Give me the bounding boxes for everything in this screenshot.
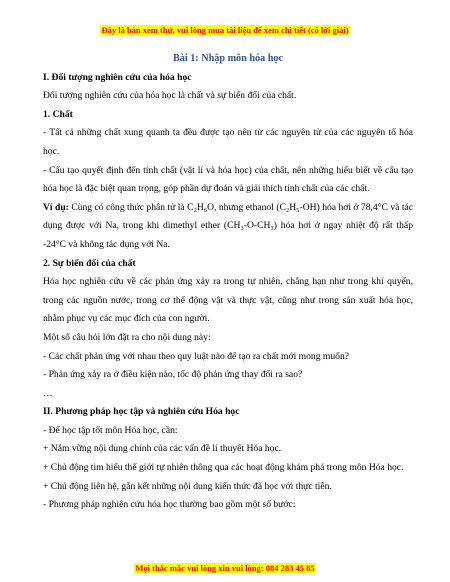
subsection-heading-bien-doi: 2. Sự biến đổi của chất xyxy=(43,257,136,269)
section-1-intro: Đối tượng nghiên cứu của hóa học là chất và sự biến đổi của chất. xyxy=(43,90,297,102)
method-point-2: + Chủ động tìm hiểu thế giới tự nhiên thông qua các hoạt động khám phá trong môn Hóa học. xyxy=(43,462,404,474)
method-point-3: + Chủ động liên hệ, gắn kết những nội dung kiến thức đã học với thực tiễn. xyxy=(43,480,332,492)
question-2: - Phản ứng xảy ra ở điều kiện nào, tốc độ phản ứng thay đổi ra sao? xyxy=(43,369,303,381)
contact-text: Mọi thắc mắc vui lòng xin vui lòng: 084 283 45 85 xyxy=(135,563,315,573)
research-steps-intro: - Phương pháp nghiên cứu hóa học thường bao gồm một số bước: xyxy=(43,499,296,511)
lesson-title: Bài 1: Nhập môn hóa học xyxy=(172,53,284,64)
example-text: Cùng có công thức phân tử là C₂H₆O, nhưng ethanol (C₂H₅-OH) hóa hơi ở 78,4°C và tác dụng được với Na, trong khi dimethyl ether (CH₃-O-CH₃) hóa hơi ở ngay nhiệt độ rất thấp -24°C và không tác dụng với Na. xyxy=(43,201,414,250)
question-1: - Các chất phản ứng với nhau theo quy luật nào để tạo ra chất mới mong muốn? xyxy=(43,350,350,362)
contact-banner xyxy=(0,563,450,573)
section-heading-1: I. Đối tượng nghiên cứu của hóa học xyxy=(43,71,192,83)
paragraph-structure: - Cấu tạo quyết định đến tính chất (vật lí và hóa học) của chất, nên những hiểu biết về cấu tạo hóa học là đặc biệt quan trọng, góp phần dự đoán và giải thích tính chất của các chất. xyxy=(43,164,413,195)
paragraph-atoms: - Tất cả những chất xung quanh ta đều được tạo nên từ các nguyên tử của các nguyên tố hóa học. xyxy=(43,127,413,157)
preview-notice-text: Đây là bản xem thử, vui lòng mua tài liệu để xem chi tiết (có lời giải) xyxy=(101,25,349,35)
paragraph-questions-intro: Một số câu hỏi lớn đặt ra cho nội dung này: xyxy=(43,331,211,343)
example-label: Ví dụ: xyxy=(43,201,69,213)
section-heading-2: II. Phương pháp học tập và nghiên cứu Hóa học xyxy=(43,406,240,418)
subsection-heading-chat: 1. Chất xyxy=(43,108,73,120)
ellipsis: … xyxy=(43,387,53,399)
method-point-1: + Nắm vững nội dung chính của các vấn đề lí thuyết Hóa học. xyxy=(43,443,282,455)
preview-notice-banner xyxy=(0,25,450,35)
example-paragraph xyxy=(43,199,413,255)
paragraph-reactions: Hóa học nghiên cứu về các phản ứng xảy ra trong tự nhiên, chẳng hạn như trong khí quyển, trong các nguồn nước, trong cơ thể động vật và thực vật, cũng như trong sản xuất hóa học, nhằm phục vụ các mục đích của con người. xyxy=(43,276,413,325)
document-content xyxy=(43,50,413,515)
method-intro: - Để học tập tốt môn Hóa học, cần: xyxy=(43,424,178,436)
